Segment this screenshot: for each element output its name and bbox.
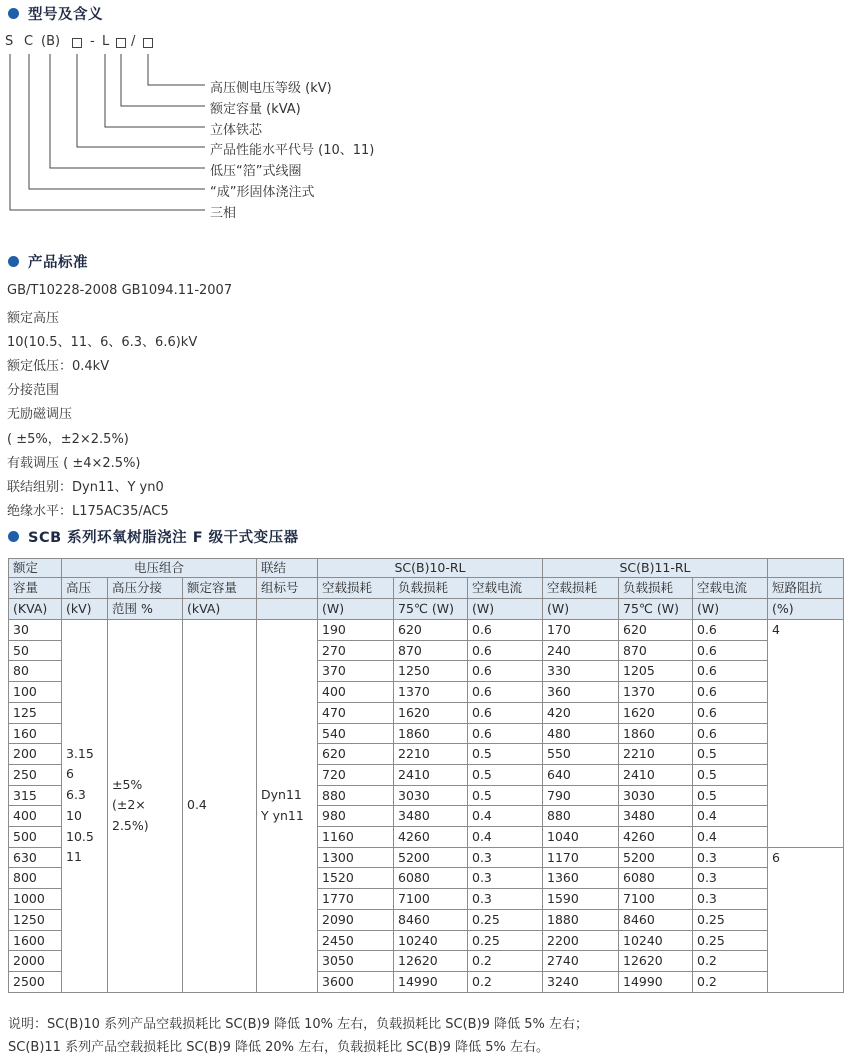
standard-line: 联结组别：Dyn11、Y yn0 [7,480,164,495]
cell-load-10: 2410 [394,764,468,785]
standard-line: 额定高压 [7,311,60,326]
header-rated-capacity-1: 额定 [9,559,62,578]
cell-load-11: 6080 [619,868,693,889]
cell-kva: 1000 [9,889,62,910]
cell-noload-10: 1160 [318,827,394,848]
cell-load-10: 620 [394,620,468,641]
cell-load-10: 1250 [394,661,468,682]
header-voltage-group: 电压组合 [62,559,257,578]
cell-noload-10: 980 [318,806,394,827]
cell-noload-10: 370 [318,661,394,682]
cell-kva: 50 [9,640,62,661]
cell-kva: 500 [9,827,62,848]
cell-impedance-a: 4 [768,620,844,848]
standard-line: 额定低压：0.4kV [7,359,110,374]
header-impedance-blank [768,559,844,578]
cell-current-10: 0.6 [468,723,543,744]
cell-load-11: 10240 [619,930,693,951]
header-cap-1: 额定容量 [183,578,257,599]
cell-lv-merged: 0.4 [183,620,257,993]
cell-current-10: 0.3 [468,889,543,910]
header-connection-1: 联结 [257,559,318,578]
header-sc11: SC(B)11-RL [543,559,768,578]
cell-current-11: 0.3 [693,847,768,868]
cell-load-10: 4260 [394,827,468,848]
cell-current-11: 0.6 [693,682,768,703]
cell-noload-11: 360 [543,682,619,703]
cell-noload-10: 880 [318,785,394,806]
header-noload-10-2: (W) [318,599,394,620]
code-char-l: L [102,34,110,49]
header-sc10: SC(B)10-RL [318,559,543,578]
cell-noload-11: 480 [543,723,619,744]
cell-load-10: 1370 [394,682,468,703]
cell-kva: 800 [9,868,62,889]
cell-conn-merged-line: Dyn11 [261,787,302,803]
cell-current-10: 0.2 [468,951,543,972]
cell-hv-merged-line: 3.15 [66,745,94,761]
cell-noload-10: 620 [318,744,394,765]
cell-load-11: 3030 [619,785,693,806]
cell-noload-11: 170 [543,620,619,641]
cell-load-10: 6080 [394,868,468,889]
cell-load-11: 620 [619,620,693,641]
cell-load-10: 14990 [394,971,468,992]
header-impedance-2: (%) [768,599,844,620]
header-rated-capacity-3: (KVA) [9,599,62,620]
cell-noload-11: 640 [543,764,619,785]
cell-current-11: 0.6 [693,640,768,661]
header-current-11-2: (W) [693,599,768,620]
cell-load-11: 3480 [619,806,693,827]
cell-load-11: 870 [619,640,693,661]
header-hv-1: 高压 [62,578,108,599]
cell-kva: 2500 [9,971,62,992]
cell-noload-10: 1300 [318,847,394,868]
cell-current-10: 0.6 [468,640,543,661]
cell-noload-10: 3600 [318,971,394,992]
code-label-voltage-class: 高压侧电压等级 (kV) [210,81,332,96]
cell-load-11: 2410 [619,764,693,785]
cell-noload-11: 1590 [543,889,619,910]
code-label-performance-code: 产品性能水平代号 (10、11) [210,143,375,158]
header-load-10-2: 75℃ (W) [394,599,468,620]
cell-current-11: 0.3 [693,889,768,910]
cell-noload-11: 880 [543,806,619,827]
cell-tap-merged [108,620,183,993]
bullet-icon [8,531,19,542]
cell-load-11: 2210 [619,744,693,765]
cell-current-11: 0.25 [693,930,768,951]
cell-current-11: 0.4 [693,827,768,848]
cell-hv-merged [62,620,108,993]
cell-noload-10: 1520 [318,868,394,889]
cell-conn-merged-line: Y yn11 [261,807,304,823]
cell-current-10: 0.2 [468,971,543,992]
cell-load-11: 7100 [619,889,693,910]
cell-hv-merged-line: 6.3 [66,787,86,803]
code-label-rated-capacity: 额定容量 (kVA) [210,102,301,117]
header-connection-3 [257,599,318,620]
cell-current-10: 0.4 [468,806,543,827]
cell-current-11: 0.6 [693,723,768,744]
model-code-diagram [0,34,420,224]
code-char-s: S [5,34,14,49]
standard-line: GB/T10228-2008 GB1094.11-2007 [7,283,233,298]
cell-noload-11: 2740 [543,951,619,972]
cell-kva: 80 [9,661,62,682]
header-current-10-1: 空载电流 [468,578,543,599]
cell-kva: 125 [9,702,62,723]
code-char-slash: / [131,34,136,49]
cell-current-11: 0.2 [693,971,768,992]
header-noload-11-2: (W) [543,599,619,620]
header-load-11-2: 75℃ (W) [619,599,693,620]
cell-noload-11: 1040 [543,827,619,848]
cell-noload-10: 2090 [318,909,394,930]
cell-kva: 30 [9,620,62,641]
cell-hv-merged-line: 6 [66,766,74,782]
cell-load-11: 14990 [619,971,693,992]
section-title-model: 型号及含义 [8,3,103,23]
standard-line: 有载调压 ( ±4×2.5%) [7,456,141,471]
code-label-3d-core: 立体铁芯 [210,123,263,138]
cell-current-10: 0.25 [468,930,543,951]
cell-current-10: 0.6 [468,661,543,682]
cell-load-10: 1860 [394,723,468,744]
cell-noload-11: 1360 [543,868,619,889]
cell-load-10: 1620 [394,702,468,723]
cell-hv-merged-line: 11 [66,849,82,865]
header-load-10-1: 负载损耗 [394,578,468,599]
code-char-c: C [24,34,34,49]
cell-noload-11: 240 [543,640,619,661]
cell-current-10: 0.6 [468,682,543,703]
bullet-icon [8,8,19,19]
cell-load-11: 1205 [619,661,693,682]
cell-noload-11: 790 [543,785,619,806]
header-cap-2: (kVA) [183,599,257,620]
cell-current-11: 0.2 [693,951,768,972]
cell-noload-11: 1170 [543,847,619,868]
cell-kva: 200 [9,744,62,765]
cell-load-11: 1860 [619,723,693,744]
cell-current-10: 0.3 [468,868,543,889]
header-load-11-1: 负载损耗 [619,578,693,599]
cell-noload-10: 720 [318,764,394,785]
cell-noload-10: 540 [318,723,394,744]
cell-current-11: 0.6 [693,620,768,641]
cell-current-11: 0.4 [693,806,768,827]
cell-load-11: 1620 [619,702,693,723]
cell-kva: 1600 [9,930,62,951]
header-current-11-1: 空载电流 [693,578,768,599]
cell-current-10: 0.5 [468,744,543,765]
cell-kva: 250 [9,764,62,785]
code-label-three-phase: 三相 [210,206,237,221]
cell-load-10: 8460 [394,909,468,930]
cell-noload-11: 3240 [543,971,619,992]
cell-load-11: 4260 [619,827,693,848]
header-connection-2: 组标号 [257,578,318,599]
cell-kva: 2000 [9,951,62,972]
spec-table [8,558,844,993]
cell-conn-merged [257,620,318,993]
cell-tap-merged-line: ±5% [112,776,143,792]
cell-noload-11: 1880 [543,909,619,930]
cell-tap-merged-line: (±2× [112,797,146,813]
header-tap-1: 高压分接 [108,578,183,599]
cell-current-10: 0.3 [468,847,543,868]
cell-load-11: 5200 [619,847,693,868]
cell-hv-merged-line: 10.5 [66,828,94,844]
cell-current-10: 0.4 [468,827,543,848]
cell-kva: 630 [9,847,62,868]
header-impedance-1: 短路阻抗 [768,578,844,599]
cell-current-10: 0.25 [468,909,543,930]
code-label-cast-type: “成”形固体浇注式 [210,185,315,200]
cell-load-11: 8460 [619,909,693,930]
standard-line: 10(10.5、11、6、6.3、6.6)kV [7,335,198,350]
cell-current-11: 0.5 [693,744,768,765]
cell-load-10: 12620 [394,951,468,972]
section-title-standard: 产品标准 [8,251,88,271]
cell-noload-11: 2200 [543,930,619,951]
cell-load-10: 3030 [394,785,468,806]
cell-current-11: 0.6 [693,661,768,682]
cell-current-10: 0.6 [468,702,543,723]
cell-noload-10: 1770 [318,889,394,910]
cell-noload-10: 3050 [318,951,394,972]
cell-hv-merged-line: 10 [66,807,82,823]
code-char-b: (B) [41,34,61,49]
cell-current-11: 0.5 [693,785,768,806]
header-noload-10-1: 空载损耗 [318,578,394,599]
cell-load-10: 3480 [394,806,468,827]
header-tap-2: 范围 % [108,599,183,620]
cell-current-11: 0.6 [693,702,768,723]
cell-kva: 400 [9,806,62,827]
cell-load-10: 2210 [394,744,468,765]
cell-load-10: 7100 [394,889,468,910]
note-line-1: 说明：SC(B)10 系列产品空载损耗比 SC(B)9 降低 10% 左右，负载损耗比 SC(B)9 降低 5% 左右； [8,1017,588,1032]
cell-current-10: 0.5 [468,764,543,785]
code-char-dash: - [90,34,95,49]
table-row [9,620,844,641]
cell-noload-10: 2450 [318,930,394,951]
header-hv-2: (kV) [62,599,108,620]
cell-kva: 1250 [9,909,62,930]
cell-impedance-b: 6 [768,847,844,992]
cell-current-11: 0.3 [693,868,768,889]
cell-current-11: 0.5 [693,764,768,785]
cell-noload-11: 330 [543,661,619,682]
cell-noload-10: 270 [318,640,394,661]
standard-line: 无励磁调压 [7,407,73,422]
header-current-10-2: (W) [468,599,543,620]
cell-current-11: 0.25 [693,909,768,930]
standard-line: 绝缘水平：L175AC35/AC5 [7,504,169,519]
cell-current-10: 0.5 [468,785,543,806]
section-title-table: SCB 系列环氧树脂浇注 F 级干式变压器 [8,526,299,546]
standard-line: 分接范围 [7,383,60,398]
cell-noload-11: 420 [543,702,619,723]
cell-load-11: 1370 [619,682,693,703]
bullet-icon [8,256,19,267]
header-rated-capacity-2: 容量 [9,578,62,599]
note-line-2: SC(B)11 系列产品空载损耗比 SC(B)9 降低 20% 左右，负载损耗比 SC(B)9 降低 5% 左右。 [8,1040,549,1055]
cell-load-10: 870 [394,640,468,661]
cell-load-10: 10240 [394,930,468,951]
cell-load-10: 5200 [394,847,468,868]
code-label-foil-coil: 低压“箔”式线圈 [210,164,302,179]
header-noload-11-1: 空载损耗 [543,578,619,599]
cell-kva: 100 [9,682,62,703]
cell-noload-10: 470 [318,702,394,723]
cell-load-11: 12620 [619,951,693,972]
cell-noload-11: 550 [543,744,619,765]
cell-kva: 315 [9,785,62,806]
cell-noload-10: 400 [318,682,394,703]
cell-current-10: 0.6 [468,620,543,641]
cell-kva: 160 [9,723,62,744]
cell-noload-10: 190 [318,620,394,641]
standard-line: ( ±5%，±2×2.5%) [7,432,129,447]
cell-tap-merged-line: 2.5%) [112,818,149,834]
